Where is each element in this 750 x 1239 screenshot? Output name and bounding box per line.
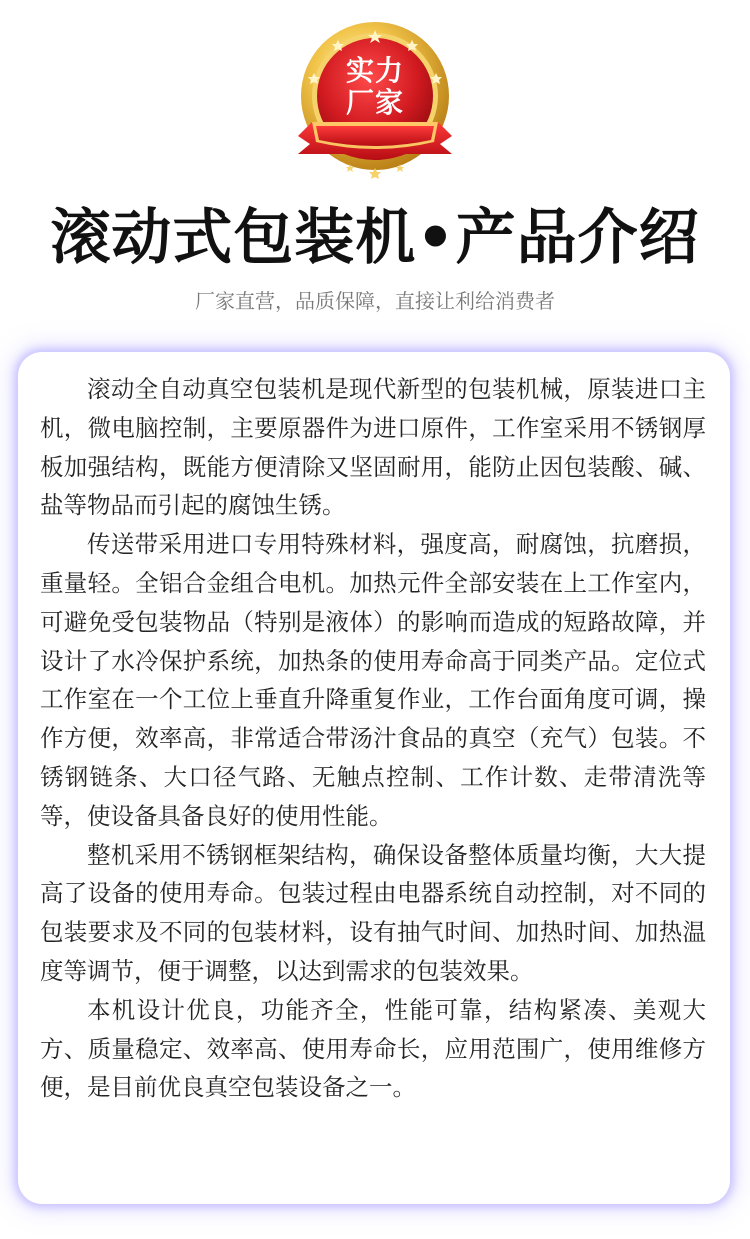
badge-text-line2: 厂家 (345, 86, 404, 119)
page-title: 滚动式包装机•产品介绍 (50, 203, 700, 273)
description-text (40, 370, 706, 1107)
page-subtitle: 厂家直营，品质保障，直接让利给消费者 (195, 289, 555, 313)
paragraph: 滚动全自动真空包装机是现代新型的包装机械，原装进口主机，微电脑控制，主要原器件为进口原件，工作室采用不锈钢厚板加强结构，既能方便清除又坚固耐用，能防止因包装酸、碱、盐等物品而引起的腐蚀生锈。 (40, 375, 706, 520)
paragraph: 整机采用不锈钢框架结构，确保设备整体质量均衡，大大提高了设备的使用寿命。包装过程由电器系统自动控制，对不同的包装要求及不同的包装材料，设有抽气时间、加热时间、加热温度等调节，便于调整，以达到需求的包装效果。 (40, 840, 706, 985)
paragraph: 本机设计优良，功能齐全，性能可靠，结构紧凑、美观大方、质量稳定、效率高、使用寿命长，应用范围广，使用维修方便，是目前优良真空包装设备之一。 (40, 995, 706, 1102)
paragraph: 传送带采用进口专用特殊材料，强度高，耐腐蚀，抗磨损，重量轻。全铝合金组合电机。加热元件全部安装在上工作室内，可避免受包装物品（特别是液体）的影响而造成的短路故障，并设计了水冷保护系统，加热条的使用寿命高于同类产品。定位式工作室在一个工位上垂直升降重复作业，工作台面角度可调，操作方便，效率高，非常适合带汤汁食品的真空（充气）包装。不锈钢链条、大口径气路、无触点控制、工作计数、走带清洗等等，使设备具备良好的使用性能。 (40, 530, 706, 830)
badge-text-line1: 实力 (345, 54, 404, 87)
factory-badge (290, 18, 460, 188)
